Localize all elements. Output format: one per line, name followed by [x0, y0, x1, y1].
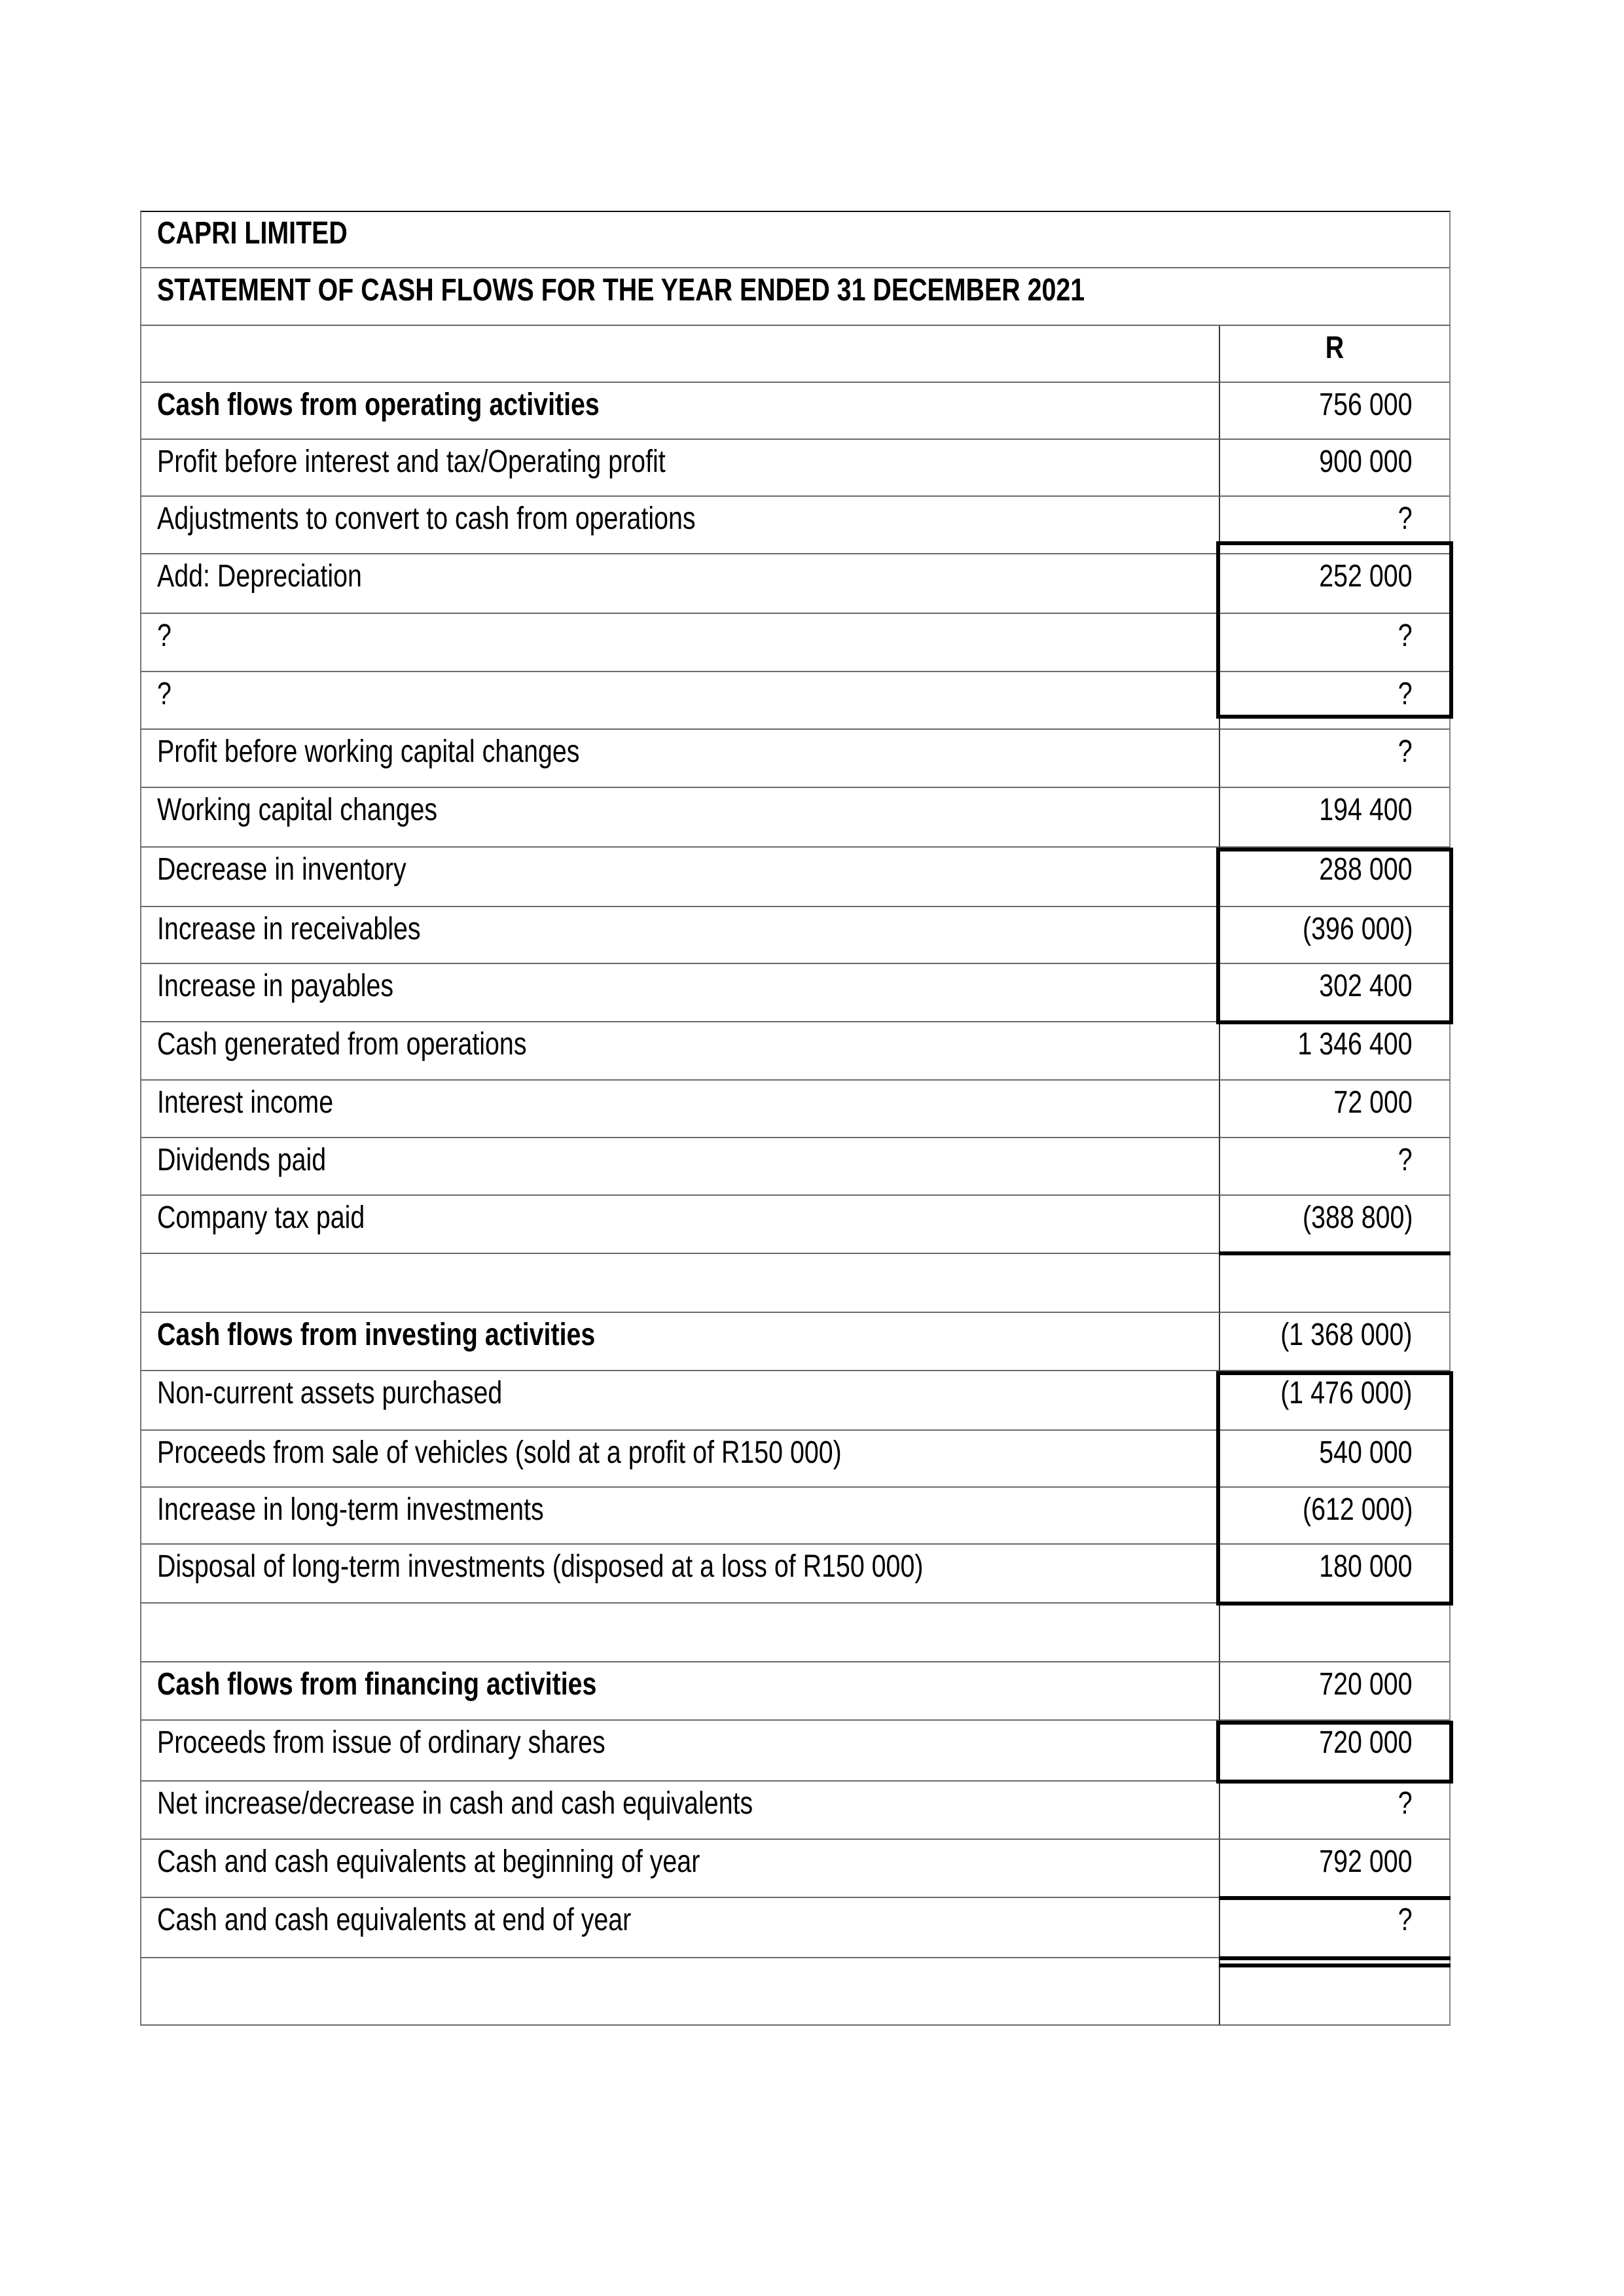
table-row	[140, 907, 1451, 964]
table-row	[140, 614, 1451, 672]
statement-title: STATEMENT OF CASH FLOWS FOR THE YEAR ENDED 31 DECEMBER 2021	[157, 273, 1085, 308]
row-value: (388 800)	[1302, 1200, 1413, 1235]
row-value: ?	[1398, 1903, 1413, 1937]
row-label: Disposal of long-term investments (disposed at a loss of R150 000)	[157, 1549, 924, 1584]
row-value: 288 000	[1319, 852, 1413, 887]
table-row	[140, 848, 1451, 907]
row-label: Proceeds from sale of vehicles (sold at a profit of R150 000)	[157, 1435, 842, 1470]
total-double-rule-top	[1219, 1956, 1451, 1960]
row-value: 756 000	[1319, 387, 1413, 422]
row-label: Non-current assets purchased	[157, 1376, 503, 1410]
row-value: (612 000)	[1302, 1492, 1413, 1527]
table-row	[140, 440, 1451, 497]
column-header-row	[140, 326, 1451, 383]
row-value: 180 000	[1319, 1549, 1413, 1584]
subtotal-rule	[1219, 1251, 1451, 1255]
table-row	[140, 1138, 1451, 1196]
total-double-rule-bottom	[1219, 1964, 1451, 1967]
row-value: ?	[1398, 1143, 1413, 1177]
row-value: 792 000	[1319, 1844, 1413, 1879]
spacer-row	[140, 1604, 1451, 1662]
row-value: (1 368 000)	[1280, 1318, 1413, 1352]
row-label: Working capital changes	[157, 793, 438, 827]
row-value: ?	[1398, 734, 1413, 769]
row-label: Company tax paid	[157, 1200, 365, 1235]
row-value: 540 000	[1319, 1435, 1413, 1470]
table-row	[140, 1721, 1451, 1782]
table-row	[140, 1840, 1451, 1898]
row-label: Interest income	[157, 1085, 334, 1120]
table-row	[140, 1081, 1451, 1138]
table-row	[140, 1488, 1451, 1545]
row-label: Cash generated from operations	[157, 1027, 527, 1062]
table-row	[140, 1898, 1451, 1958]
row-value: 194 400	[1319, 793, 1413, 827]
table-row	[140, 1196, 1451, 1254]
row-label: Proceeds from issue of ordinary shares	[157, 1725, 605, 1760]
company-name-row	[140, 211, 1451, 268]
table-row	[140, 672, 1451, 730]
row-label: Cash flows from operating activities	[157, 387, 600, 422]
currency-header: R	[1325, 331, 1344, 365]
statement-title-row	[140, 268, 1451, 326]
row-value: ?	[1398, 501, 1413, 536]
row-label: Add: Depreciation	[157, 559, 362, 594]
table-row	[140, 554, 1451, 614]
row-label: Increase in payables	[157, 969, 394, 1003]
row-label: Adjustments to convert to cash from operations	[157, 501, 696, 536]
row-label: Cash and cash equivalents at end of year	[157, 1903, 632, 1937]
row-value: 302 400	[1319, 969, 1413, 1003]
row-label: ?	[157, 619, 171, 653]
spacer-row	[140, 1254, 1451, 1313]
row-value: 900 000	[1319, 444, 1413, 479]
row-value: (396 000)	[1302, 912, 1413, 946]
row-label: Cash and cash equivalents at beginning of year	[157, 1844, 700, 1879]
row-label: Dividends paid	[157, 1143, 327, 1177]
row-label: Net increase/decrease in cash and cash equivalents	[157, 1786, 753, 1821]
section-row-financing	[140, 1662, 1451, 1721]
table-row	[140, 1431, 1451, 1488]
row-label: Cash flows from financing activities	[157, 1667, 597, 1702]
row-label: Increase in long-term investments	[157, 1492, 544, 1527]
row-label: Cash flows from investing activities	[157, 1318, 596, 1352]
row-value: 1 346 400	[1297, 1027, 1413, 1062]
spacer-row	[140, 1958, 1451, 2026]
row-label: Decrease in inventory	[157, 852, 406, 887]
table-row	[140, 1022, 1451, 1081]
row-value: (1 476 000)	[1280, 1376, 1413, 1410]
row-label: ?	[157, 677, 171, 711]
row-value: 720 000	[1319, 1725, 1413, 1760]
table-row	[140, 964, 1451, 1022]
row-value: ?	[1398, 677, 1413, 711]
table-row	[140, 788, 1451, 848]
row-value: 72 000	[1333, 1085, 1413, 1120]
section-row-operating	[140, 383, 1451, 440]
subtotal-rule	[1219, 1896, 1451, 1900]
row-label: Increase in receivables	[157, 912, 421, 946]
section-row-investing	[140, 1313, 1451, 1371]
row-label: Profit before working capital changes	[157, 734, 580, 769]
company-name: CAPRI LIMITED	[157, 216, 348, 251]
table-row	[140, 497, 1451, 554]
row-value: ?	[1398, 1786, 1413, 1821]
row-value: 252 000	[1319, 559, 1413, 594]
table-row	[140, 1782, 1451, 1840]
row-label: Profit before interest and tax/Operating profit	[157, 444, 666, 479]
table-row	[140, 1371, 1451, 1431]
table-row	[140, 1545, 1451, 1604]
table-row	[140, 730, 1451, 788]
row-value: 720 000	[1319, 1667, 1413, 1702]
row-value: ?	[1398, 619, 1413, 653]
